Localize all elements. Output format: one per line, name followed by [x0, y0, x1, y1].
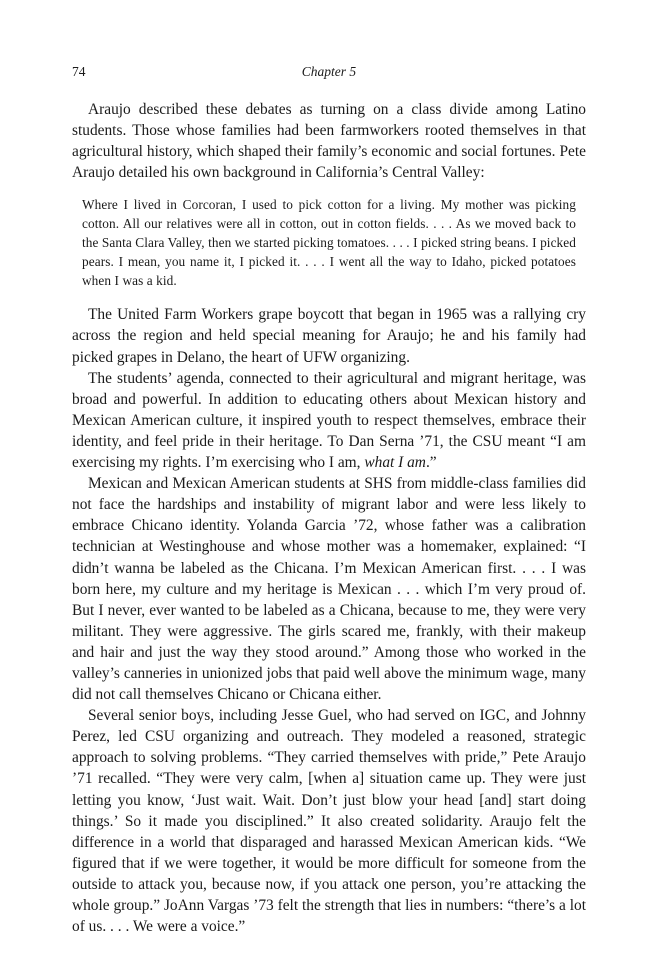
page-number: 74 [72, 64, 86, 79]
book-page [72, 62, 586, 942]
paragraph-2: The United Farm Workers grape boycott that began in 1965 was a rallying cry across the region and held special meaning for Araujo; he and his family had picked grapes in Delano, the heart of UFW organizing. [72, 306, 586, 366]
paragraph-3 [72, 368, 586, 473]
paragraph-3-text: The students’ agenda, connected to their agricultural and migrant heritage, was broad and powerful. In addition to educating others about Mexican history and Mexican American culture, it inspired youth to respect themselves, embrace their identity, and feel pride in their heritage. To Dan Serna ’71, the CSU meant “I am exercising my rights. I’m exercising who I am, [72, 369, 586, 472]
paragraph-1: Araujo described these debates as turning on a class divide among Latino students. Those whose families had been farmworkers rooted themselves in that agricultural history, which shaped their family’s economic and social fortunes. Pete Araujo detailed his own background in California’s Central Valley: [72, 101, 586, 182]
paragraph-4: Mexican and Mexican American students at SHS from middle-class families did not face the hardships and instability of migrant labor and were less likely to embrace Chicano identity. Yolanda Garcia ’72, whose father was a calibration technician at Westinghouse and whose mother was a homemaker, explained: “I didn’t wanna be labeled as the Chicana. I’m Mexican American first. . . . I was born here, my culture and my heritage is Mexican . . . which I’m very proud of. But I never, ever wanted to be labeled as a Chicana, because to me, they were very militant. They were aggressive. The girls scared me, frankly, with their makeup and hair and just the way they stood around.” Among those who worked in the valley’s canneries in unionized jobs that paid well above the minimum wage, many did not call themselves Chicano or Chicana either. [72, 475, 586, 704]
running-head: Chapter 5 [301, 64, 357, 79]
paragraph-5: Several senior boys, including Jesse Guel, who had served on IGC, and Johnny Perez, led CSU organizing and outreach. They modeled a reasoned, strategic approach to solving problems. “They carried themselves with pride,” Pete Araujo ’71 recalled. “They were very calm, [when a] situation came up. They were just letting you know, ‘Just wait. Wait. Don’t just blow your head [and] start doing things.’ So it made you disciplined.” It also created solidarity. Araujo felt the difference in a world that disparaged and harassed Mexican American kids. “We figured that if we were together, it would be more difficult for someone from the outside to attack you, because now, if you attack one person, you’re attacking the whole group.” JoAnn Vargas ’73 felt the strength that lies in numbers: “there’s a lot of us. . . . We were a voice.” [72, 707, 586, 936]
page-header [72, 62, 586, 88]
paragraph-3-end: .” [425, 454, 437, 472]
block-quote: Where I lived in Corcoran, I used to pick cotton for a living. My mother was picking cotton. All our relatives were all in cotton, out in cotton fields. . . . As we moved back to the Santa Clara Valley, then we started picking tomatoes. . . . I picked string beans. I picked pears. I mean, you name it, I picked it. . . . I went all the way to Idaho, picked potatoes when I was a kid. [82, 197, 576, 289]
paragraph-3-emphasis: what I am [364, 454, 426, 472]
